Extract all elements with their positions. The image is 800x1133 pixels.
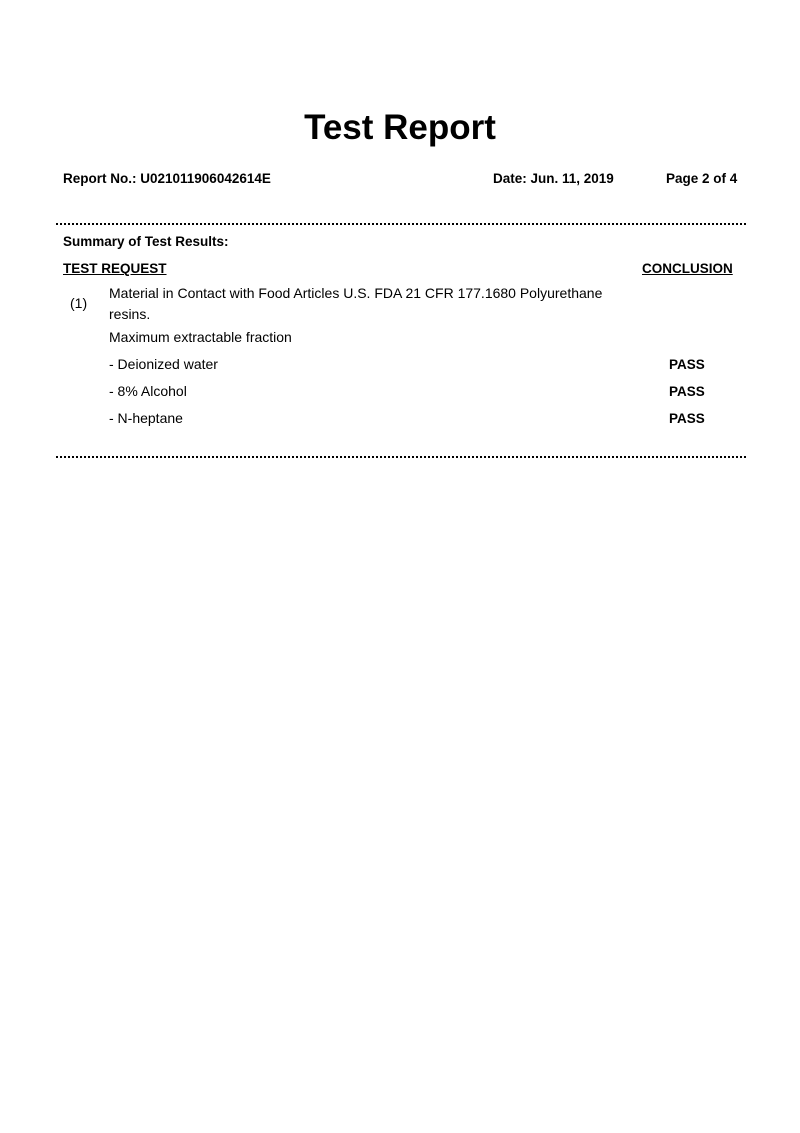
bottom-dotted-divider	[56, 456, 746, 458]
summary-heading: Summary of Test Results:	[63, 234, 229, 249]
top-dotted-divider	[56, 223, 746, 225]
page-indicator: Page 2 of 4	[666, 171, 738, 186]
result-label: - Deionized water	[109, 356, 218, 372]
result-row	[109, 410, 709, 428]
result-conclusion: PASS	[669, 384, 705, 399]
result-conclusion: PASS	[669, 357, 705, 372]
report-date: Date: Jun. 11, 2019	[493, 171, 614, 186]
result-row	[109, 356, 709, 374]
item-subheading: Maximum extractable fraction	[109, 329, 292, 345]
result-label: - N-heptane	[109, 410, 183, 426]
result-label: - 8% Alcohol	[109, 383, 187, 399]
test-request-column-header: TEST REQUEST	[63, 261, 167, 276]
result-conclusion: PASS	[669, 411, 705, 426]
page-title: Test Report	[304, 108, 496, 147]
result-row	[109, 383, 709, 401]
report-number: Report No.: U021011906042614E	[63, 171, 271, 186]
conclusion-column-header: CONCLUSION	[642, 261, 733, 276]
item-number: (1)	[70, 295, 88, 311]
item-description: Material in Contact with Food Articles U.S. FDA 21 CFR 177.1680 Polyurethane resins.	[109, 285, 603, 322]
